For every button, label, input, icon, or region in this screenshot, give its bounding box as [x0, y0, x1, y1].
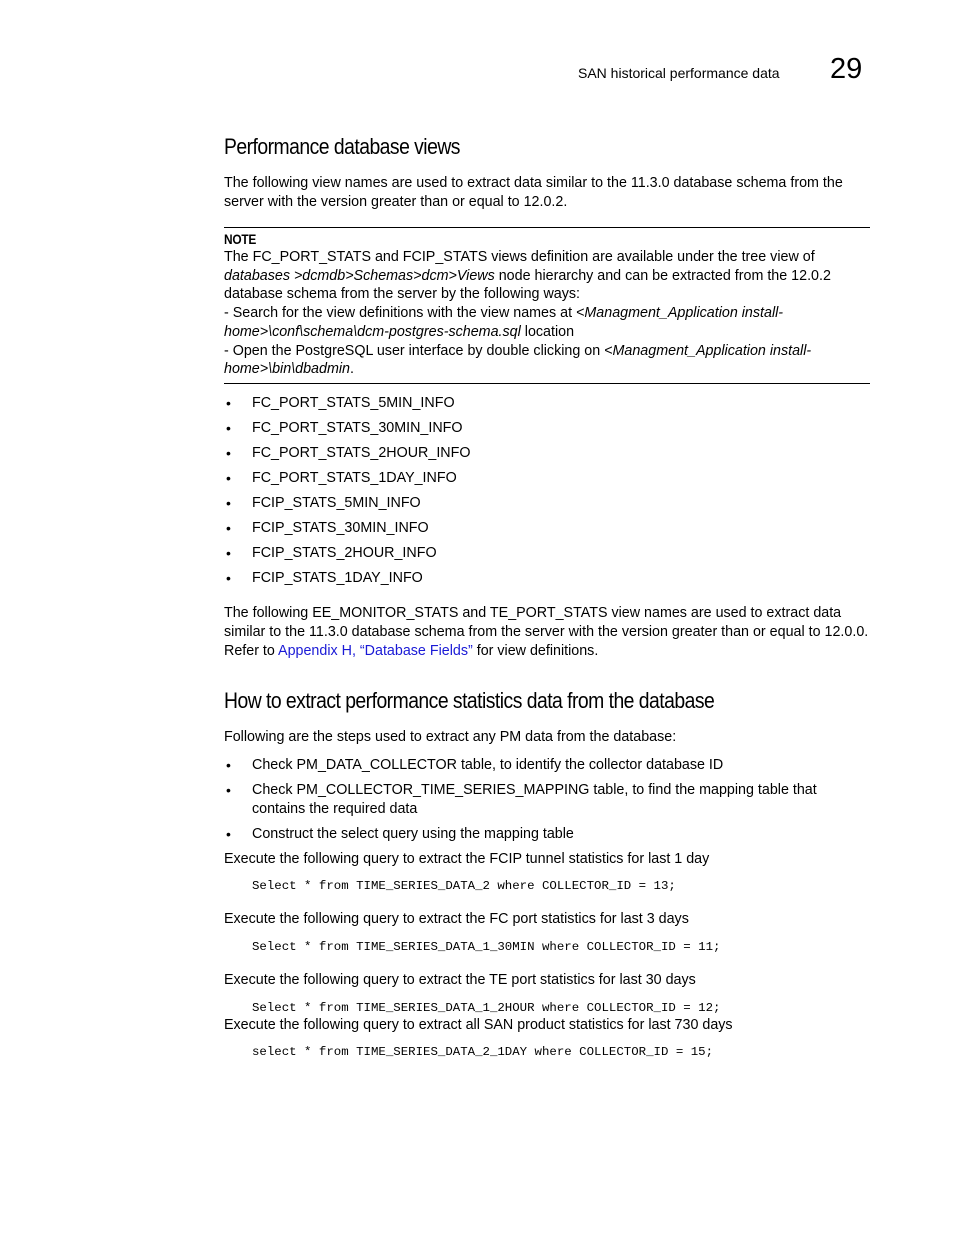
view-name-list	[224, 394, 872, 594]
note-bottom-rule	[224, 383, 870, 384]
steps-intro: Following are the steps used to extract any PM data from the database:	[224, 729, 677, 745]
note-item2-a: - Open the PostgreSQL user interface by double clicking on	[224, 342, 605, 359]
note-line1-c: node hierarchy and can be extracted from the 12.0.2 database schema from the server by the following ways:	[224, 267, 831, 303]
code-block: Select * from TIME_SERIES_DATA_2 where COLLECTOR_ID = 13;	[252, 879, 676, 893]
list-item: • Check PM_COLLECTOR_TIME_SERIES_MAPPING table, to find the mapping table that contains the required data	[224, 781, 872, 819]
chapter-number: 29	[830, 53, 863, 85]
list-item: • Check PM_DATA_COLLECTOR table, to identify the collector database ID	[224, 756, 872, 775]
outro-text-a: The following EE_MONITOR_STATS and TE_PORT_STATS view names are used to extract data similar to the 11.3.0 database schema from the server with the version greater than or equal to 12.0.0. Refer to	[224, 605, 869, 659]
code-block: select * from TIME_SERIES_DATA_2_1DAY where COLLECTOR_ID = 15;	[252, 1045, 714, 1059]
query-description: Execute the following query to extract the TE port statistics for last 30 days	[224, 972, 696, 988]
note-item2-path: <Managment_Application install-home>\bin\dbadmin	[224, 342, 812, 378]
query-description: Execute the following query to extract all SAN product statistics for last 730 days	[224, 1017, 733, 1033]
code-block: Select * from TIME_SERIES_DATA_1_2HOUR where COLLECTOR_ID = 12;	[252, 1001, 721, 1015]
appendix-h-link[interactable]: Appendix H, “Database Fields”	[278, 643, 473, 659]
list-item: • FC_PORT_STATS_1DAY_INFO	[224, 469, 872, 494]
list-item: • FC_PORT_STATS_2HOUR_INFO	[224, 444, 872, 469]
steps-list	[224, 756, 872, 850]
section-intro: The following view names are used to extract data similar to the 11.3.0 database schema from the server with the version greater than or equal to 12.0.2.	[224, 175, 843, 210]
note-item1-a: - Search for the view definitions with the view names at	[224, 305, 577, 322]
list-item: • FCIP_STATS_1DAY_INFO	[224, 569, 872, 594]
list-item: • FCIP_STATS_2HOUR_INFO	[224, 544, 872, 569]
list-item: • FCIP_STATS_30MIN_INFO	[224, 519, 872, 544]
list-item: • Construct the select query using the mapping table	[224, 825, 872, 844]
note-item1-path: <Managment_Application install-home>\conf\schema\dcm-postgres-schema.sql	[224, 305, 784, 340]
note-line1-path: databases >dcmdb>Schemas>dcm>Views	[224, 267, 495, 284]
note-body	[224, 248, 872, 379]
section-heading-performance-views: Performance database views	[224, 134, 460, 159]
note-top-rule	[224, 227, 870, 228]
note-item1-c: location	[520, 323, 575, 340]
running-header-title: SAN historical performance data	[578, 65, 780, 81]
list-item: • FCIP_STATS_5MIN_INFO	[224, 494, 872, 519]
list-item: • FC_PORT_STATS_30MIN_INFO	[224, 419, 872, 444]
outro-text-b: for view definitions.	[472, 643, 599, 659]
section-heading-extract-stats: How to extract performance statistics data from the database	[224, 688, 715, 713]
code-block: Select * from TIME_SERIES_DATA_1_30MIN where COLLECTOR_ID = 11;	[252, 940, 721, 954]
views-outro-paragraph	[224, 604, 872, 661]
note-label: NOTE	[224, 231, 257, 247]
note-line1-a: The FC_PORT_STATS and FCIP_STATS views definition are available under the tree view of	[224, 249, 815, 265]
query-description: Execute the following query to extract the FC port statistics for last 3 days	[224, 911, 689, 927]
query-description: Execute the following query to extract the FCIP tunnel statistics for last 1 day	[224, 851, 710, 867]
list-item: • FC_PORT_STATS_5MIN_INFO	[224, 394, 872, 419]
note-item2-c: .	[349, 361, 354, 378]
